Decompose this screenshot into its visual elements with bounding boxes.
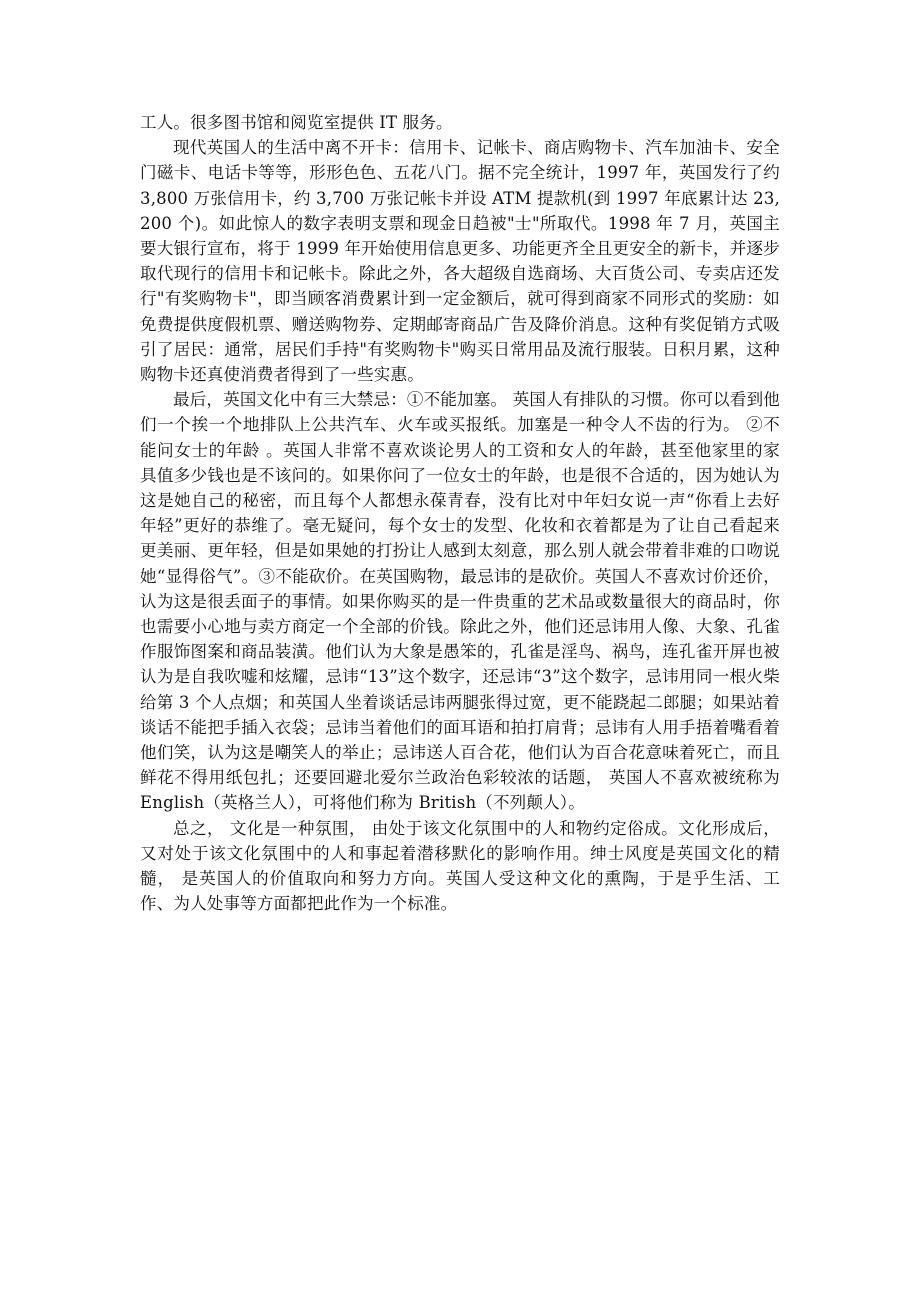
paragraph-it-services: 工人。很多图书馆和阅览室提供 IT 服务。 (140, 113, 453, 132)
paragraph-conclusion: 总之， 文化是一种氛围， 由处于该文化氛围中的人和物约定俗成。文化形成后， 又对处于该文化氛围中的人和事起着潜移默化的影响作用。绅士风度是英国文化的精髓， 是英国人的价值取向和努力方向。英国人受这种文化的熏陶，于是乎生活、工作、为人处事等方面都把此作为一个标准。 (140, 818, 780, 914)
paragraph-cards: 现代英国人的生活中离不开卡：信用卡、记帐卡、商店购物卡、汽车加油卡、安全门磁卡、电话卡等等，形形色色、五花八门。据不完全统计，1997 年，英国发行了约 3,800 万张信用卡，约 3,700 万张记帐卡并设 ATM 提款机(到 1997 年底累计达 23,200 个)。如此惊人的数字表明支票和现金日趋被"士"所取代。1998 年 7 月，英国主要大银行宣布，将于 1999 年开始使用信息更多、功能更齐全且更安全的新卡，并逐步取代现行的信用卡和记帐卡。除此之外，各大超级自选商场、大百货公司、专卖店还发行"有奖购物卡"，即当顾客消费累计到一定金额后，就可得到商家不同形式的奖励：如免费提供度假机票、赠送购物券、定期邮寄商品广告及降价消息。这种有奖促销方式吸引了居民：通常，居民们手持"有奖购物卡"购买日常用品及流行服装。日积月累，这种购物卡还真使消费者得到了一些实惠。 (140, 138, 780, 385)
document-body (140, 110, 780, 917)
paragraph-taboos: 最后，英国文化中有三大禁忌：①不能加塞。 英国人有排队的习惯。你可以看到他们一个挨一个地排队上公共汽车、火车或买报纸。加塞是一种令人不齿的行为。 ②不能问女士的年龄 。英国人非常不喜欢谈论男人的工资和女人的年龄，甚至他家里的家具值多少钱也是不该问的。如果你问了一位女士的年龄，也是很不合适的，因为她认为这是她自己的秘密，而且每个人都想永葆青春，没有比对中年妇女说一声“你看上去好年轻”更好的恭维了。毫无疑问，每个女士的发型、化妆和衣着都是为了让自己看起来更美丽、更年轻，但是如果她的打扮让人感到太刻意，那么别人就会带着非难的口吻说她“显得俗气”。③不能砍价。在英国购物，最忌讳的是砍价。英国人不喜欢讨价还价，认为这是很丢面子的事情。如果你购买的是一件贵重的艺术品或数量很大的商品时，你也需要小心地与卖方商定一个全部的价钱。除此之外，他们还忌讳用人像、大象、孔雀作服饰图案和商品装潢。他们认为大象是愚笨的，孔雀是淫鸟、祸鸟，连孔雀开屏也被认为是自我吹嘘和炫耀，忌讳“13”这个数字，还忌讳“3”这个数字，忌讳用同一根火柴给第 3 个人点烟；和英国人坐着谈话忌讳两腿张得过宽，更不能跷起二郎腿；如果站着谈话不能把手插入衣袋；忌讳当着他们的面耳语和拍打肩背；忌讳有人用手捂着嘴看着他们笑，认为这是嘲笑人的举止；忌讳送人百合花，他们认为百合花意味着死亡，而且鲜花不得用纸包扎；还要回避北爱尔兰政治色彩较浓的话题， 英国人不喜欢被统称为 English（英格兰人），可将他们称为 British（不列颠人）。 (140, 390, 780, 813)
